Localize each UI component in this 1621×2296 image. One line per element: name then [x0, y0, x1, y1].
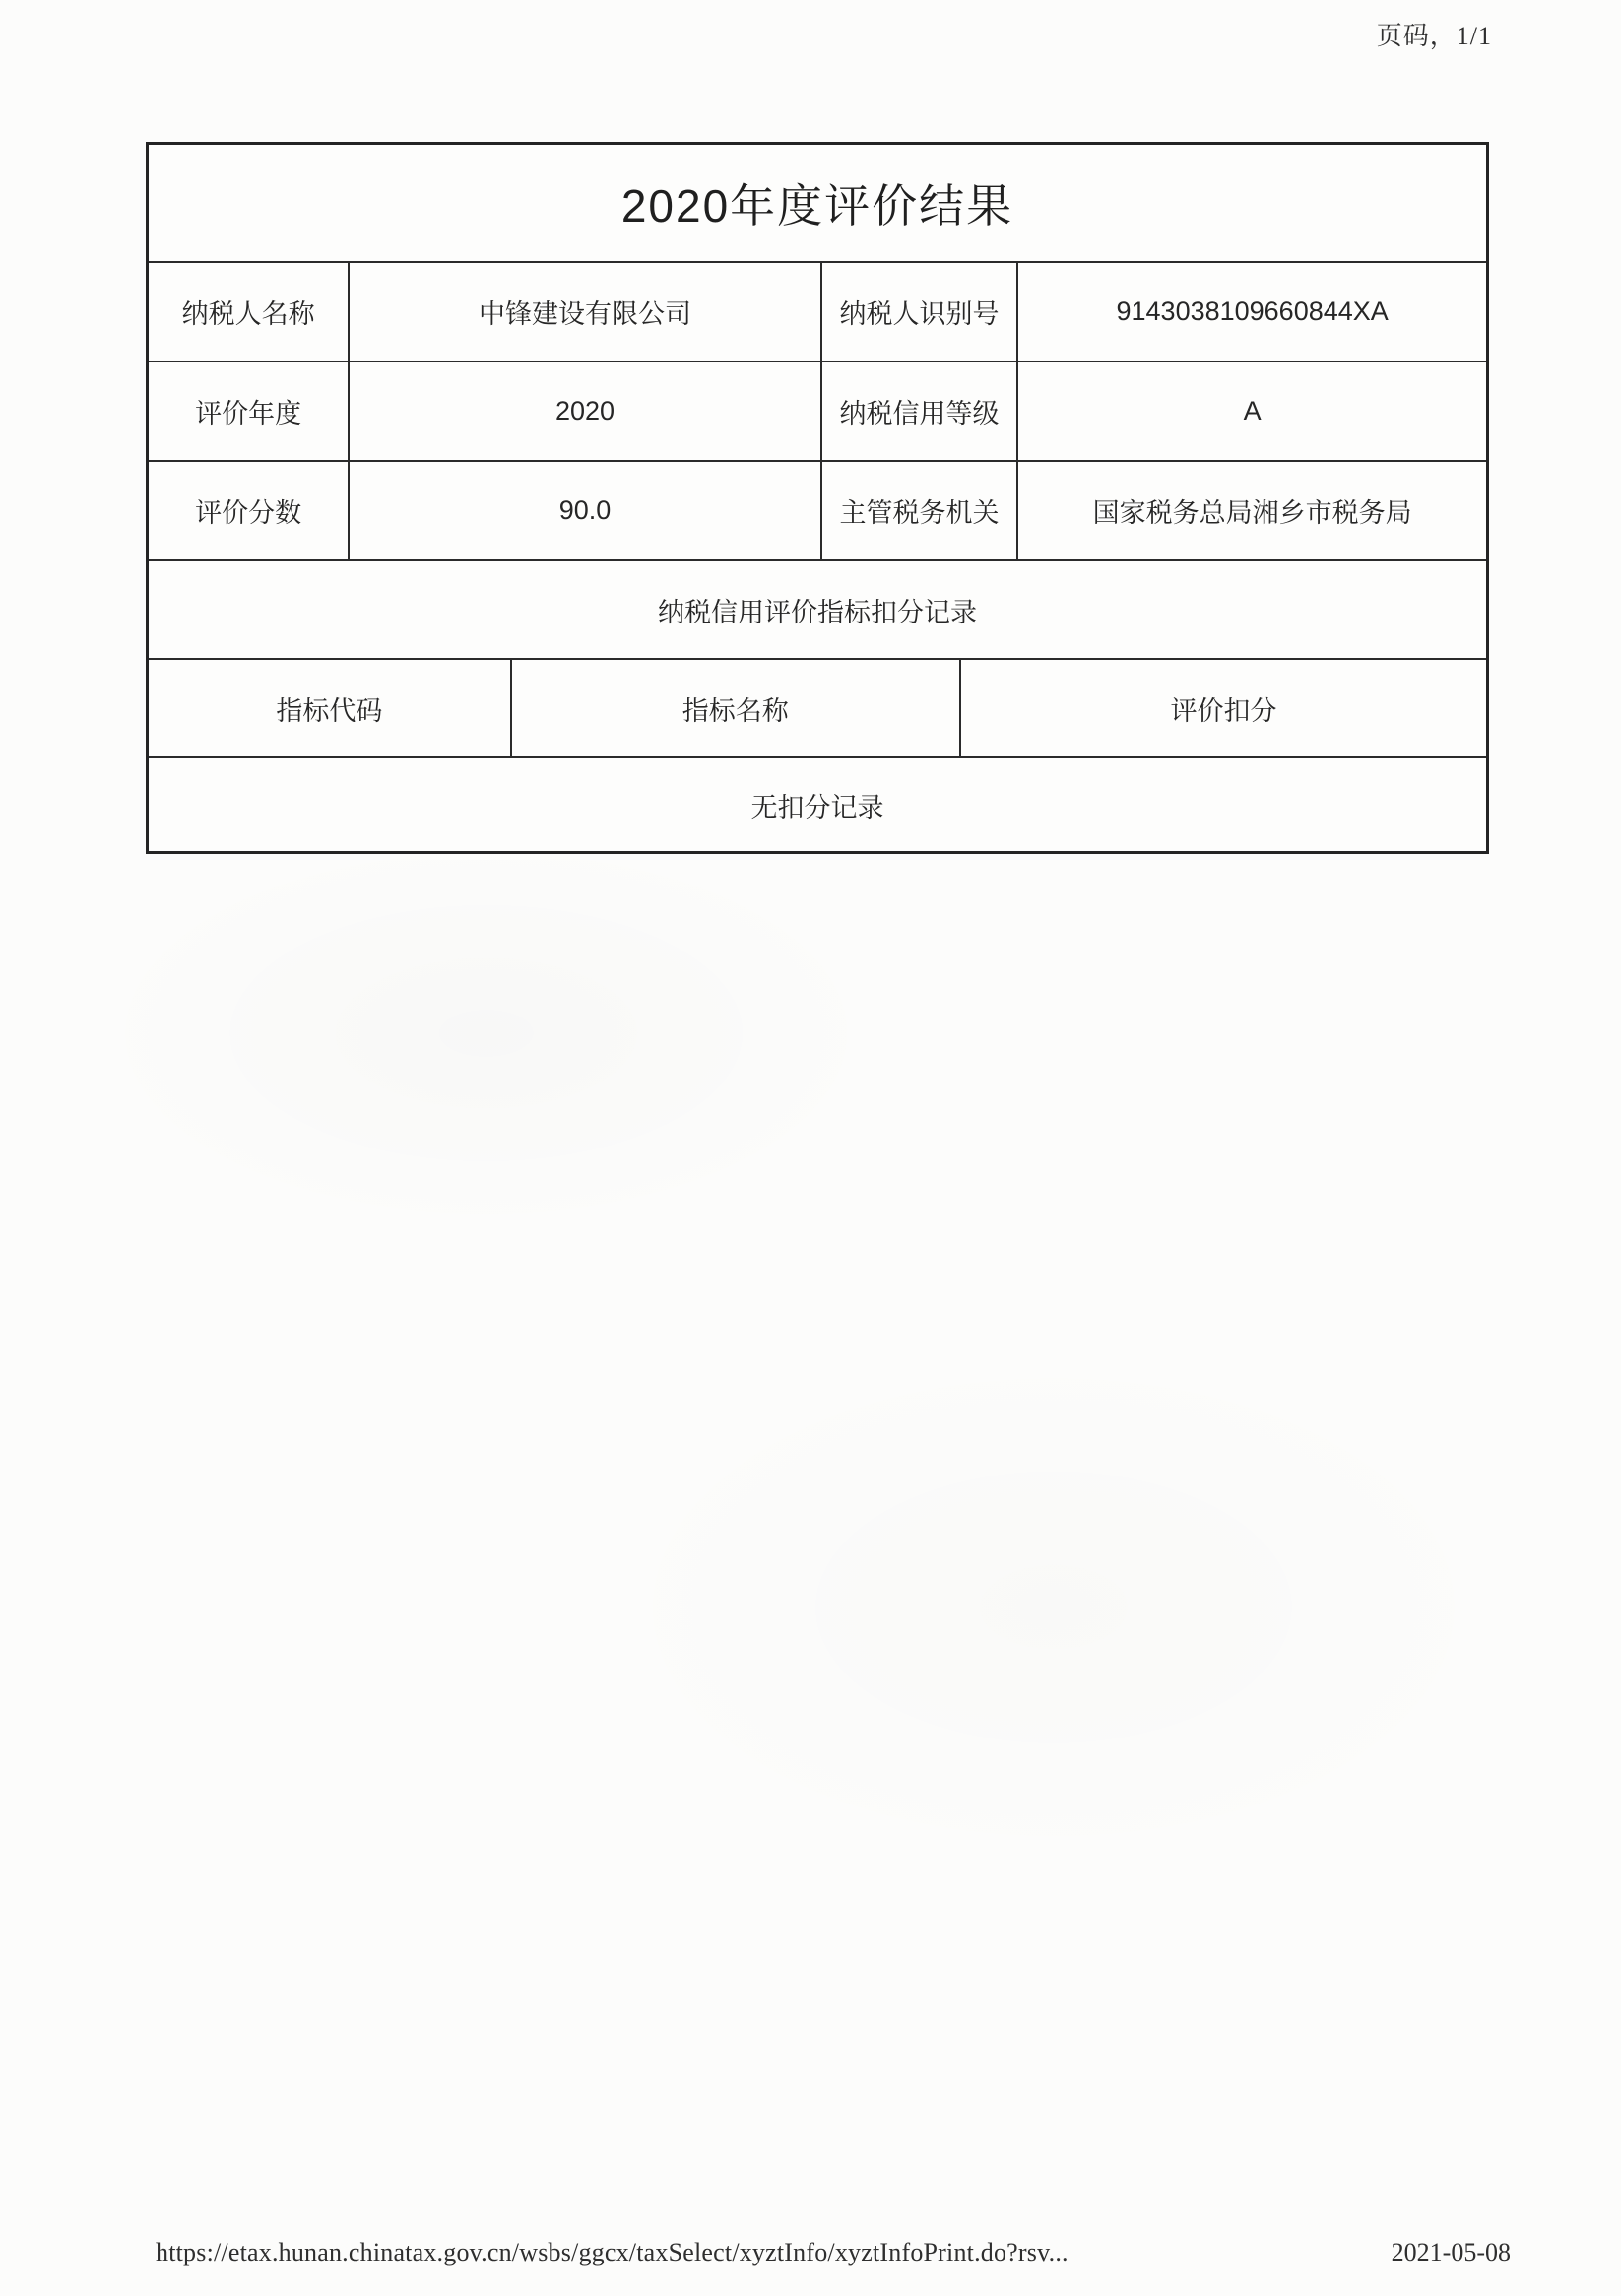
- deduction-columns-row: [149, 658, 1486, 756]
- taxpayer-id-label: 纳税人识别号: [820, 263, 1017, 361]
- deduction-section-header: 纳税信用评价指标扣分记录: [658, 597, 977, 627]
- deduction-section-header-row: [149, 559, 1486, 658]
- credit-rating-value: A: [1016, 362, 1486, 460]
- evaluation-score-value: 90.0: [348, 462, 819, 559]
- taxpayer-id-value: 9143038109660844XA: [1016, 263, 1486, 361]
- table-row-taxpayer: [149, 261, 1486, 361]
- evaluation-score-label: 评价分数: [195, 498, 302, 528]
- taxpayer-name-value: 中锋建设有限公司: [348, 263, 819, 361]
- table-title: 2020年度评价结果: [620, 180, 1014, 231]
- table-title-row: [149, 145, 1486, 261]
- evaluation-year-value: 2020: [348, 362, 819, 460]
- footer-date: 2021-05-08: [1391, 2238, 1511, 2266]
- page-number: 页码，1/1: [1376, 22, 1492, 50]
- tax-authority-label: 主管税务机关: [820, 462, 1017, 559]
- no-deduction-message: 无扣分记录: [750, 792, 884, 822]
- taxpayer-name-label: 纳税人名称: [181, 299, 315, 329]
- credit-rating-label: 纳税信用等级: [820, 362, 1017, 460]
- table-row-score-authority: [149, 460, 1486, 559]
- column-header-indicator-name: 指标名称: [510, 660, 959, 756]
- column-header-indicator-code: 指标代码: [276, 695, 383, 726]
- no-deduction-row: [149, 756, 1486, 851]
- evaluation-year-label: 评价年度: [195, 399, 302, 428]
- footer-url: https://etax.hunan.chinatax.gov.cn/wsbs/ggcx/taxSelect/xyztInfo/xyztInfoPrint.do?rsv...: [156, 2238, 1069, 2266]
- tax-authority-value: 国家税务总局湘乡市税务局: [1016, 462, 1486, 559]
- evaluation-result-table: [146, 142, 1489, 854]
- column-header-deduction: 评价扣分: [959, 660, 1486, 756]
- print-footer: [156, 2238, 1511, 2267]
- table-row-year-rating: [149, 361, 1486, 460]
